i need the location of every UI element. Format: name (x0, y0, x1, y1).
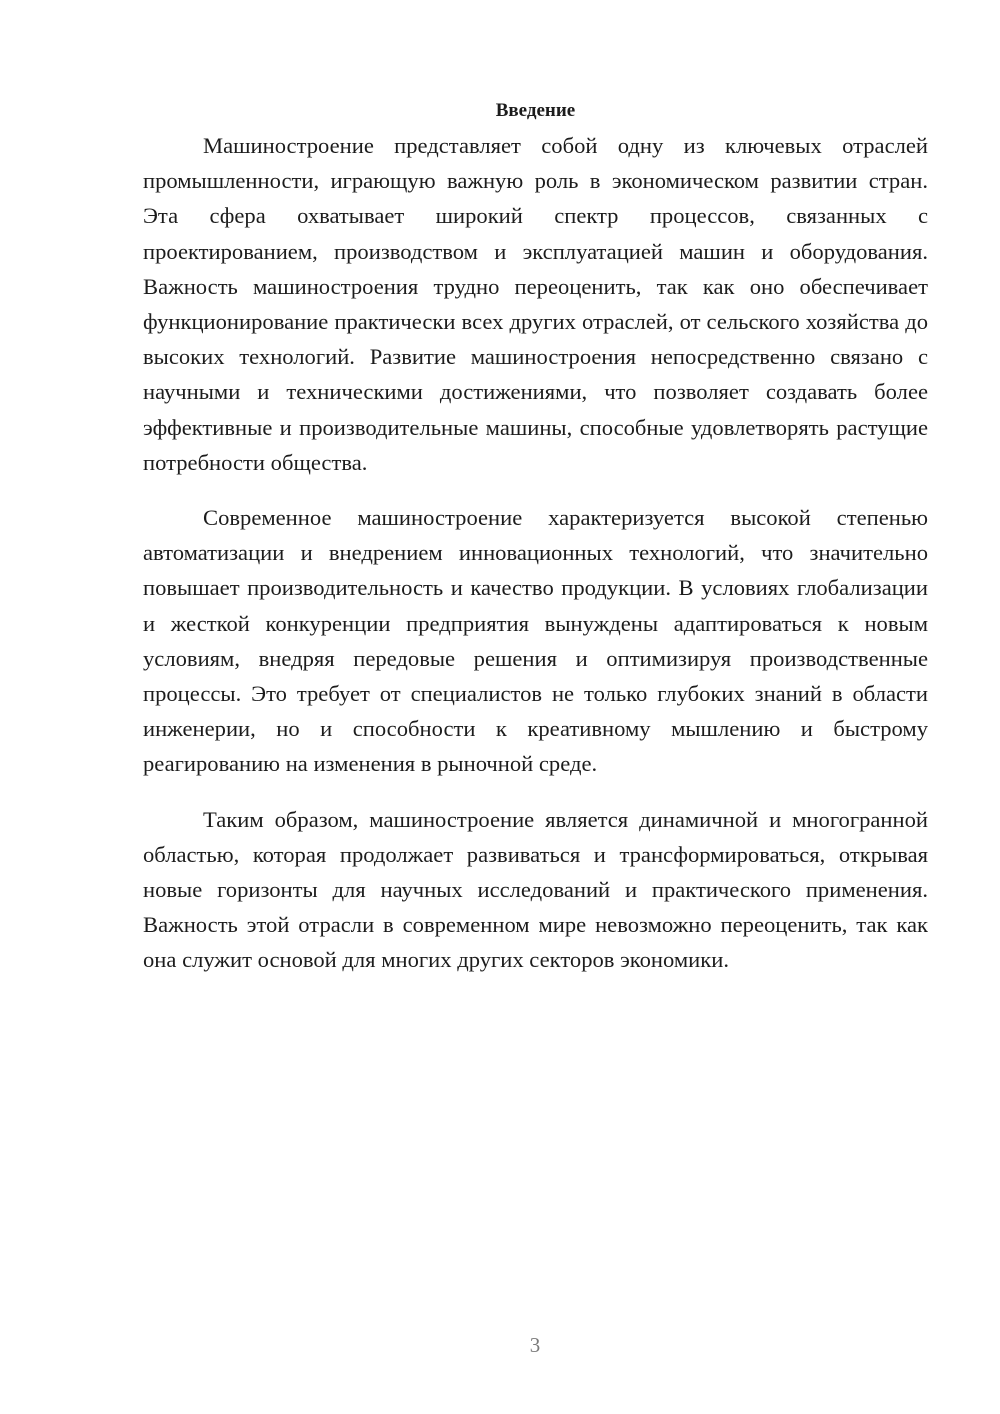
paragraph-1: Машиностроение представляет собой одну из ключевых отраслей промышленности, играющую важную роль в экономическом развитии стран. Эта сфера охватывает широкий спектр процессов, связанных с проектированием, производством и эксплуатацией машин и оборудования. Важность машиностроения трудно переоценить, так как оно обеспечивает функционирование практически всех других отраслей, от сельского хозяйства до высоких технологий. Развитие машиностроения непосредственно связано с научными и техническими достижениями, что позволяет создавать более эффективные и производительные машины, способные удовлетворять растущие потребности общества. (143, 133, 928, 475)
page-content (143, 96, 928, 998)
paragraph-2: Современное машиностроение характеризуется высокой степенью автоматизации и внедрением инновационных технологий, что значительно повышает производительность и качество продукции. В условиях глобализации и жесткой конкуренции предприятия вынуждены адаптироваться к новым условиям, внедряя передовые решения и оптимизируя производственные процессы. Это требует от специалистов не только глубоких знаний в области инженерии, но и способности к креативному мышлению и быстрому реагированию на изменения в рыночной среде. (143, 505, 928, 777)
page-number: 3 (529, 1333, 541, 1357)
paragraph-3: Таким образом, машиностроение является динамичной и многогранной областью, которая продолжает развиваться и трансформироваться, открывая новые горизонты для научных исследований и практического применения. Важность этой отрасли в современном мире невозможно переоценить, так как она служит основой для многих других секторов экономики. (143, 806, 928, 973)
section-title: Введение (495, 100, 576, 121)
